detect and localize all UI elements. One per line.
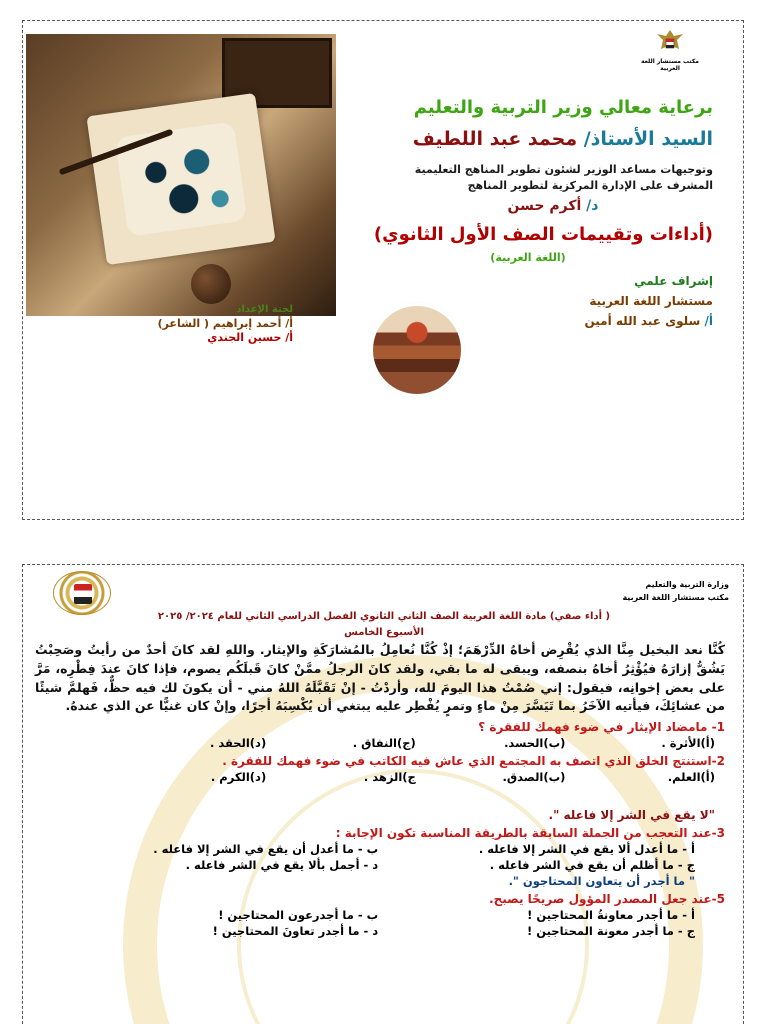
page-header xyxy=(622,579,729,605)
minister-line xyxy=(323,128,713,150)
subject-label: (اللغة العربية) xyxy=(490,250,566,264)
minister-name: محمد عبد اللطيف xyxy=(412,128,578,150)
guidance-line-1: وتوجيهات مساعد الوزير لشئون تطوير المناهج التعليمية xyxy=(414,163,713,176)
cover-page xyxy=(22,20,744,520)
ministry-logo xyxy=(635,27,705,72)
salwa-name: سلوى عبد الله أمين xyxy=(584,313,701,328)
q1-option-d: (د)الحقد . xyxy=(209,736,267,750)
question-2: 2-استنتج الخلق الذي اتصف به المجتمع الذي عاش فيه الكاتب في ضوء فهمك للفقرة . xyxy=(222,754,725,768)
subtitle-line xyxy=(39,611,729,622)
books-image xyxy=(373,306,461,394)
supervision-label: إشراف علمي xyxy=(634,273,713,288)
question-3-row-1 xyxy=(35,842,725,856)
exercise-page xyxy=(22,564,744,1024)
main-title: (أداءات وتقييمات الصف الأول الثانوي) xyxy=(373,223,713,245)
q2-option-b: (ب)الصدق. xyxy=(502,770,566,784)
question-5: 5-عند جعل المصدر المؤول صريحًا يصبح. xyxy=(489,892,725,906)
q1-option-a: (أ)الأثرة . xyxy=(661,736,715,750)
akram-name: أكرم حسن xyxy=(507,197,582,214)
q2-option-d: (د)الكرم . xyxy=(210,770,267,784)
exercise-content xyxy=(35,641,725,938)
akram-line xyxy=(323,198,713,214)
guidance-block xyxy=(323,162,713,194)
question-3: 3-عند التعجب من الجملة السابقة بالطريقة المناسبة تكون الإجابة : xyxy=(335,826,725,840)
q1-option-b: (ب)الحسد. xyxy=(504,736,566,750)
guidance-line-2: المشرف على الإدارة المركزية لتطوير المناهج xyxy=(467,178,713,192)
question-2-options xyxy=(35,770,725,784)
question-3-row-2 xyxy=(35,858,725,872)
q3-option-b: ب - ما أعدل أن يقع في الشر إلا فاعله . xyxy=(153,842,379,856)
ministry-office-label: مكتب مستشار اللغة العربية xyxy=(640,58,700,72)
author-1: أ/ أحمد إبراهيم ( الشاعر) xyxy=(157,316,293,330)
ministry-seal-icon xyxy=(53,571,111,615)
quote-2: " ما أجدر أن يتعاون المحتاجون ". xyxy=(508,874,695,888)
q1-option-c: (ج)النفاق . xyxy=(352,736,416,750)
minister-prefix: السيد الأستاذ/ xyxy=(583,128,713,150)
patron-line: برعاية معالي وزير التربية والتعليم xyxy=(413,97,713,118)
q3-option-c: ج - ما أظلم أن يقع في الشر فاعله . xyxy=(489,858,695,872)
q5-option-b: ب - ما أجدرعون المحتاجين ! xyxy=(218,908,379,922)
question-5-row-2 xyxy=(35,924,725,938)
egypt-eagle-icon xyxy=(653,27,687,57)
q3-option-d: د - أجمل بألا يقع في الشر فاعله . xyxy=(185,858,379,872)
q5-option-a: أ - ما أجدر معاونةُ المحتاجين ! xyxy=(527,908,695,922)
question-5-row-1 xyxy=(35,908,725,922)
question-1-options xyxy=(35,736,725,750)
q2-option-a: (أ)العلم. xyxy=(667,770,715,784)
cover-text-block xyxy=(323,97,713,328)
q2-option-c: ج)الزهد . xyxy=(363,770,416,784)
quote-1: "لا يقع في الشر إلا فاعله ". xyxy=(548,808,715,822)
header-office: مكتب مستشار اللغة العربية xyxy=(622,592,729,602)
advisor-label: مستشار اللغة العربية xyxy=(589,293,713,308)
week-label: الأسبوع الخامس xyxy=(344,627,424,638)
calligraphy-cover-image xyxy=(26,34,336,316)
author-2: أ/ حسين الجندي xyxy=(207,331,293,345)
prep-label: لجنة الإعداد xyxy=(236,304,293,315)
question-1: 1- مامضاد الإيثار في ضوء فهمك للفقرة ؟ xyxy=(478,720,725,734)
header-ministry: وزارة التربية والتعليم xyxy=(645,580,729,589)
q5-option-c: ج - ما أجدر معونة المحتاجين ! xyxy=(527,924,695,938)
akram-prefix: د/ xyxy=(586,197,599,214)
performance-tag: ( أداء صفي) xyxy=(549,611,611,622)
subtitle: مادة اللغة العربية الصف الثاني الثانوي الفصل الدراسي الثاني للعام ٢٠٢٤/ ٢٠٢٥ xyxy=(157,611,547,622)
calligraphy-artwork xyxy=(115,121,248,237)
preparation-committee xyxy=(43,303,293,346)
reading-paragraph: كُنَّا نعد البخيل مِنَّا الذي يُقْرِض أخاهُ الدِّرْهَمَ؛ إذْ كُنَّا نُعامِلُ بالمُشارَكَةِ والإيثار. واللهِ لقد كانَ أحدٌ من رأيتُ وصَحِبْتُ يَشُقُّ إزارَهُ فيُؤْثِرُ أخاهُ بنصفه، ويبقى له ما بقي، ولقد كانَ الرجلُ ممَّنْ كانَ قَبلَكُم يصوم، فإذا كانَ عندَ فِطْرِه، مَرَّ على بعض إخوانِه، فيقول: إني صُمْتُ هذا اليومَ لله، وأردْتُ - إنْ تَقَبَّلَهُ اللهُ مني - أن يكونَ لك فيه حظٌّ، فَهلمَّ شيئًا من عشائِكَ، فيأتيه الآخَرُ بما تَيَسَّرَ مِنْ ماءٍ وتمرٍ يُفْطِر عليه يبتغي أن يُكْسِبَهُ أجرًا، وإنْ كان غنيًّا عن الذي عندهُ. xyxy=(35,642,725,714)
ink-pot-image xyxy=(191,264,231,304)
flag-shield-icon xyxy=(74,584,92,604)
salwa-prefix: أ/ xyxy=(704,313,713,328)
q3-option-a: أ - ما أعدل ألا يقع في الشر إلا فاعله . xyxy=(478,842,695,856)
q5-option-d: د - ما أجدر تعاونَ المحتاجين ! xyxy=(212,924,379,938)
